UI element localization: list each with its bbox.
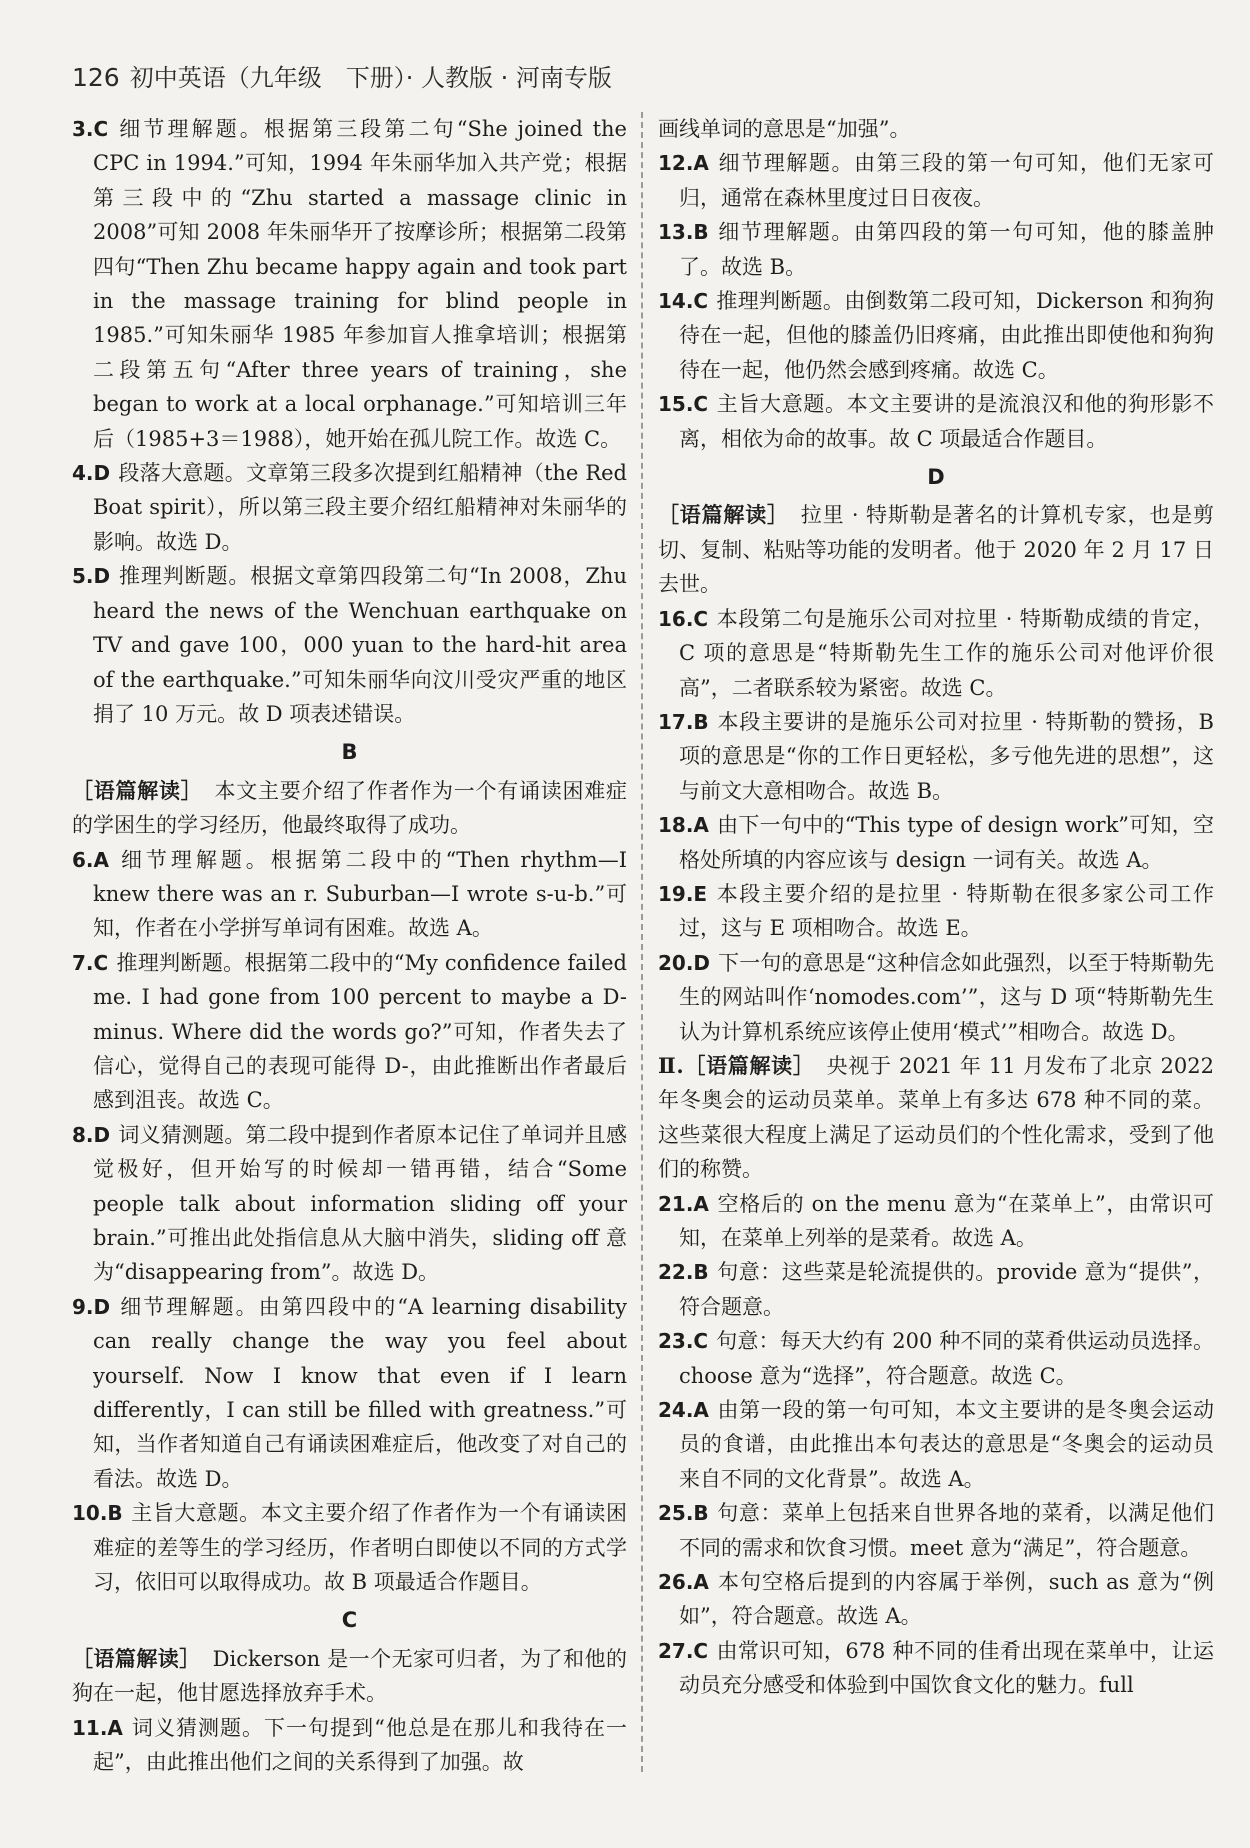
answer-explanation: 词义猜测题。第二段中提到作者原本记住了单词并且感觉极好，但开始写的时候却一错再错，结合“Some people talk about information sliding off your brain.”可推出此处指信息从大脑中消失，sliding off 意为“disappearing from”。故选 D。 <box>93 1122 627 1285</box>
passage-summary-label: ［语篇解读］ <box>658 502 789 528</box>
answer-item <box>658 877 1214 946</box>
answer-key: 27.C <box>658 1638 709 1663</box>
answer-explanation: 本段第二句是施乐公司对拉里 · 特斯勒成绩的肯定，C 项的意思是“特斯勒先生工作的施乐公司对他评价很高”，二者联系较为紧密。故选 C。 <box>679 606 1214 700</box>
answer-item <box>658 1496 1214 1565</box>
answer-item <box>658 1255 1214 1324</box>
answer-item <box>658 602 1214 705</box>
answer-explanation: 由下一句中的“This type of design work”可知，空格处所填的内容应该与 design 一词有关。故选 A。 <box>679 813 1214 872</box>
answer-key: 3.C <box>72 117 109 141</box>
answer-explanation: 词义猜测题。下一句提到“他总是在那儿和我待在一起”，由此推出他们之间的关系得到了加强。故 <box>93 1715 627 1775</box>
answer-item <box>658 284 1214 387</box>
answer-key: 9.D <box>72 1294 111 1319</box>
answer-key: 7.C <box>72 950 109 975</box>
passage-summary-text: Dickerson 是一个无家可归者，为了和他的狗在一起，他甘愿选择放弃手术。 <box>72 1646 628 1706</box>
answer-key: 4.D <box>72 461 111 486</box>
answer-explanation: 本段主要讲的是施乐公司对拉里 · 特斯勒的赞扬，B 项的意思是“你的工作日更轻松，多亏他先进的思想”，这与前文大意相吻合。故选 B。 <box>679 709 1214 803</box>
answer-item <box>72 559 627 731</box>
answer-key: 11.A <box>72 1715 123 1740</box>
passage-summary-text: 拉里 · 特斯勒是著名的计算机专家，也是剪切、复制、粘贴等功能的发明者。他于 2020 年 2 月 17 日去世。 <box>658 503 1214 597</box>
passage-summary <box>658 1049 1214 1187</box>
answer-explanation: 细节理解题。根据第三段第二句“She joined the CPC in 1994.”可知，1994 年朱丽华加入共产党；根据第三段中的“Zhu started a massage clinic in 2008”可知 2008 年朱丽华开了按摩诊所；根据第二段第四句“Then Zhu became happy again and took part in the massage training for blind people in 1985.”可知朱丽华 1985 年参加盲人推拿培训；根据第二段第五句“After three years of training，she began to work at a local orphanage.”可知培训三年后（1985+3＝1988），她开始在孤儿院工作。故选 C。 <box>93 117 627 451</box>
continued-text: 画线单词的意思是“加强”。 <box>658 117 911 141</box>
answer-explanation: 下一句的意思是“这种信念如此强烈，以至于特斯勒先生的网站叫作‘nomodes.com’”，这与 D 项“特斯勒先生认为计算机系统应该停止使用‘模式’”相吻合。故选 D。 <box>679 950 1214 1044</box>
answer-key: 8.D <box>72 1122 111 1147</box>
answer-item <box>658 1187 1214 1256</box>
answer-key: 5.D <box>72 564 111 589</box>
answer-key: 22.B <box>658 1260 709 1285</box>
answer-item <box>72 843 627 946</box>
answer-item <box>72 1290 627 1496</box>
answer-item <box>658 1324 1214 1393</box>
answer-item <box>72 1118 627 1290</box>
answer-key: 18.A <box>658 813 709 838</box>
answer-key: 16.C <box>658 606 709 631</box>
answer-item <box>658 808 1214 877</box>
passage-summary <box>72 774 627 843</box>
answer-item <box>658 705 1214 808</box>
passage-summary <box>72 1642 627 1711</box>
answer-explanation: 细节理解题。由第四段的第一句可知，他的膝盖肿了。故选 B。 <box>679 220 1214 279</box>
passage-summary-label: ［语篇解读］ <box>72 777 203 803</box>
answer-explanation: 主旨大意题。本文主要介绍了作者作为一个有诵读困难症的差等生的学习经历，作者明白即使以不同的方式学习，依旧可以取得成功。故 B 项最适合作题目。 <box>93 1501 627 1595</box>
answer-explanation: 推理判断题。根据文章第四段第二句“In 2008，Zhu heard the news of the Wenchuan earthquake on TV and gave 100，000 yuan to the hard-hit area of the earthquake.”可知朱丽华向汶川受灾严重的地区捐了 10 万元。故 D 项表述错误。 <box>93 564 627 726</box>
answer-explanation: 推理判断题。根据第二段中的“My confidence failed me. I had gone from 100 percent to maybe a D-minus. Where did the words go?”可知，作者失去了信心，觉得自己的表现可能得 D-，由此推断出作者最后感到沮丧。故选 C。 <box>93 950 627 1113</box>
answer-key: 14.C <box>658 289 709 314</box>
answer-explanation: 句意：每天大约有 200 种不同的菜肴供运动员选择。choose 意为“选择”，符合题意。故选 C。 <box>679 1329 1214 1388</box>
answer-item <box>658 1393 1214 1496</box>
answer-key: 15.C <box>658 392 709 417</box>
page-header <box>72 58 612 93</box>
answer-item <box>72 1711 627 1780</box>
answer-explanation: 句意：菜单上包括来自世界各地的菜肴，以满足他们不同的需求和饮食习惯。meet 意为“满足”，符合题意。 <box>679 1501 1214 1560</box>
answer-item <box>658 387 1214 456</box>
answer-explanation: 句意：这些菜是轮流提供的。provide 意为“提供”，符合题意。 <box>679 1260 1214 1319</box>
answer-item <box>72 1496 627 1599</box>
answer-item <box>658 215 1214 284</box>
answer-key: 6.A <box>72 847 109 872</box>
answer-item <box>658 946 1214 1049</box>
answer-explanation: 空格后的 on the menu 意为“在菜单上”，由常识可知，在菜单上列举的是菜肴。故选 A。 <box>679 1191 1214 1250</box>
passage-summary-text: 央视于 2021 年 11 月发布了北京 2022 年冬奥会的运动员菜单。菜单上有多达 678 种不同的菜。这些菜很大程度上满足了运动员们的个性化需求，受到了他们的称赞。 <box>658 1053 1214 1182</box>
answer-item <box>72 112 627 456</box>
answer-key: 24.A <box>658 1398 709 1423</box>
column-divider <box>641 112 643 1772</box>
answer-explanation: 本句空格后提到的内容属于举例，such as 意为“例如”，符合题意。故选 A。 <box>679 1570 1214 1629</box>
answer-item <box>72 946 627 1118</box>
answer-explanation: 由第一段的第一句可知，本文主要讲的是冬奥会运动员的食谱，由此推出本句表达的意思是“冬奥会的运动员来自不同的文化背景”。故选 A。 <box>679 1398 1214 1491</box>
answer-key: 17.B <box>658 709 709 734</box>
section-heading: B <box>341 740 358 765</box>
answer-explanation: 推理判断题。由倒数第二段可知，Dickerson 和狗狗待在一起，但他的膝盖仍旧疼痛，由此推出即使他和狗狗待在一起，他仍然会感到疼痛。故选 C。 <box>679 289 1214 382</box>
answer-explanation: 由常识可知，678 种不同的佳肴出现在菜单中，让运动员充分感受和体验到中国饮食文化的魅力。full <box>679 1638 1214 1698</box>
answer-explanation: 细节理解题。由第三段的第一句可知，他们无家可归，通常在森林里度过日日夜夜。 <box>679 151 1214 210</box>
answer-key: 20.D <box>658 950 711 975</box>
passage-summary <box>658 498 1214 601</box>
passage-summary-label: ［语篇解读］ <box>72 1645 201 1671</box>
answer-key: 19.E <box>658 881 708 906</box>
answer-key: 26.A <box>658 1570 709 1595</box>
answer-key: 13.B <box>658 220 709 245</box>
book-title: 初中英语（九年级 下册）· 人教版 · 河南专版 <box>129 64 612 92</box>
right-column <box>658 112 1214 1703</box>
answer-item <box>658 1565 1214 1634</box>
passage-summary-label: Ⅱ.［语篇解读］ <box>658 1052 815 1078</box>
section-heading: D <box>927 465 945 490</box>
answer-item <box>658 146 1214 215</box>
left-column <box>72 112 627 1780</box>
answer-key: 23.C <box>658 1329 709 1354</box>
answer-item <box>658 1634 1214 1703</box>
answer-explanation: 段落大意题。文章第三段多次提到红船精神（the Red Boat spirit），所以第三段主要介绍红船精神对朱丽华的影响。故选 D。 <box>93 461 627 554</box>
page-number: 126 <box>72 63 120 92</box>
answer-key: 21.A <box>658 1191 709 1216</box>
answer-explanation: 主旨大意题。本文主要讲的是流浪汉和他的狗形影不离，相依为命的故事。故 C 项最适合作题目。 <box>679 392 1214 451</box>
answer-item <box>72 456 627 559</box>
answer-key: 12.A <box>658 151 709 176</box>
answer-key: 25.B <box>658 1501 709 1526</box>
answer-explanation: 细节理解题。根据第二段中的“Then rhythm—I knew there was an r. Suburban—I wrote s-u-b.”可知，作者在小学拼写单词有困难。故选 A。 <box>93 847 627 941</box>
passage-summary-text: 本文主要介绍了作者作为一个有诵读困难症的学困生的学习经历，他最终取得了成功。 <box>72 778 627 838</box>
section-heading: C <box>341 1608 358 1633</box>
answer-explanation: 细节理解题。由第四段中的“A learning disability can really change the way you feel about yourself. Now I know that even if I learn differently，I can still be filled with greatness.”可知，当作者知道自己有诵读困难症后，他改变了对自己的看法。故选 D。 <box>93 1294 627 1491</box>
answer-explanation: 本段主要介绍的是拉里 · 特斯勒在很多家公司工作过，这与 E 项相吻合。故选 E。 <box>679 881 1214 941</box>
answer-key: 10.B <box>72 1501 123 1526</box>
